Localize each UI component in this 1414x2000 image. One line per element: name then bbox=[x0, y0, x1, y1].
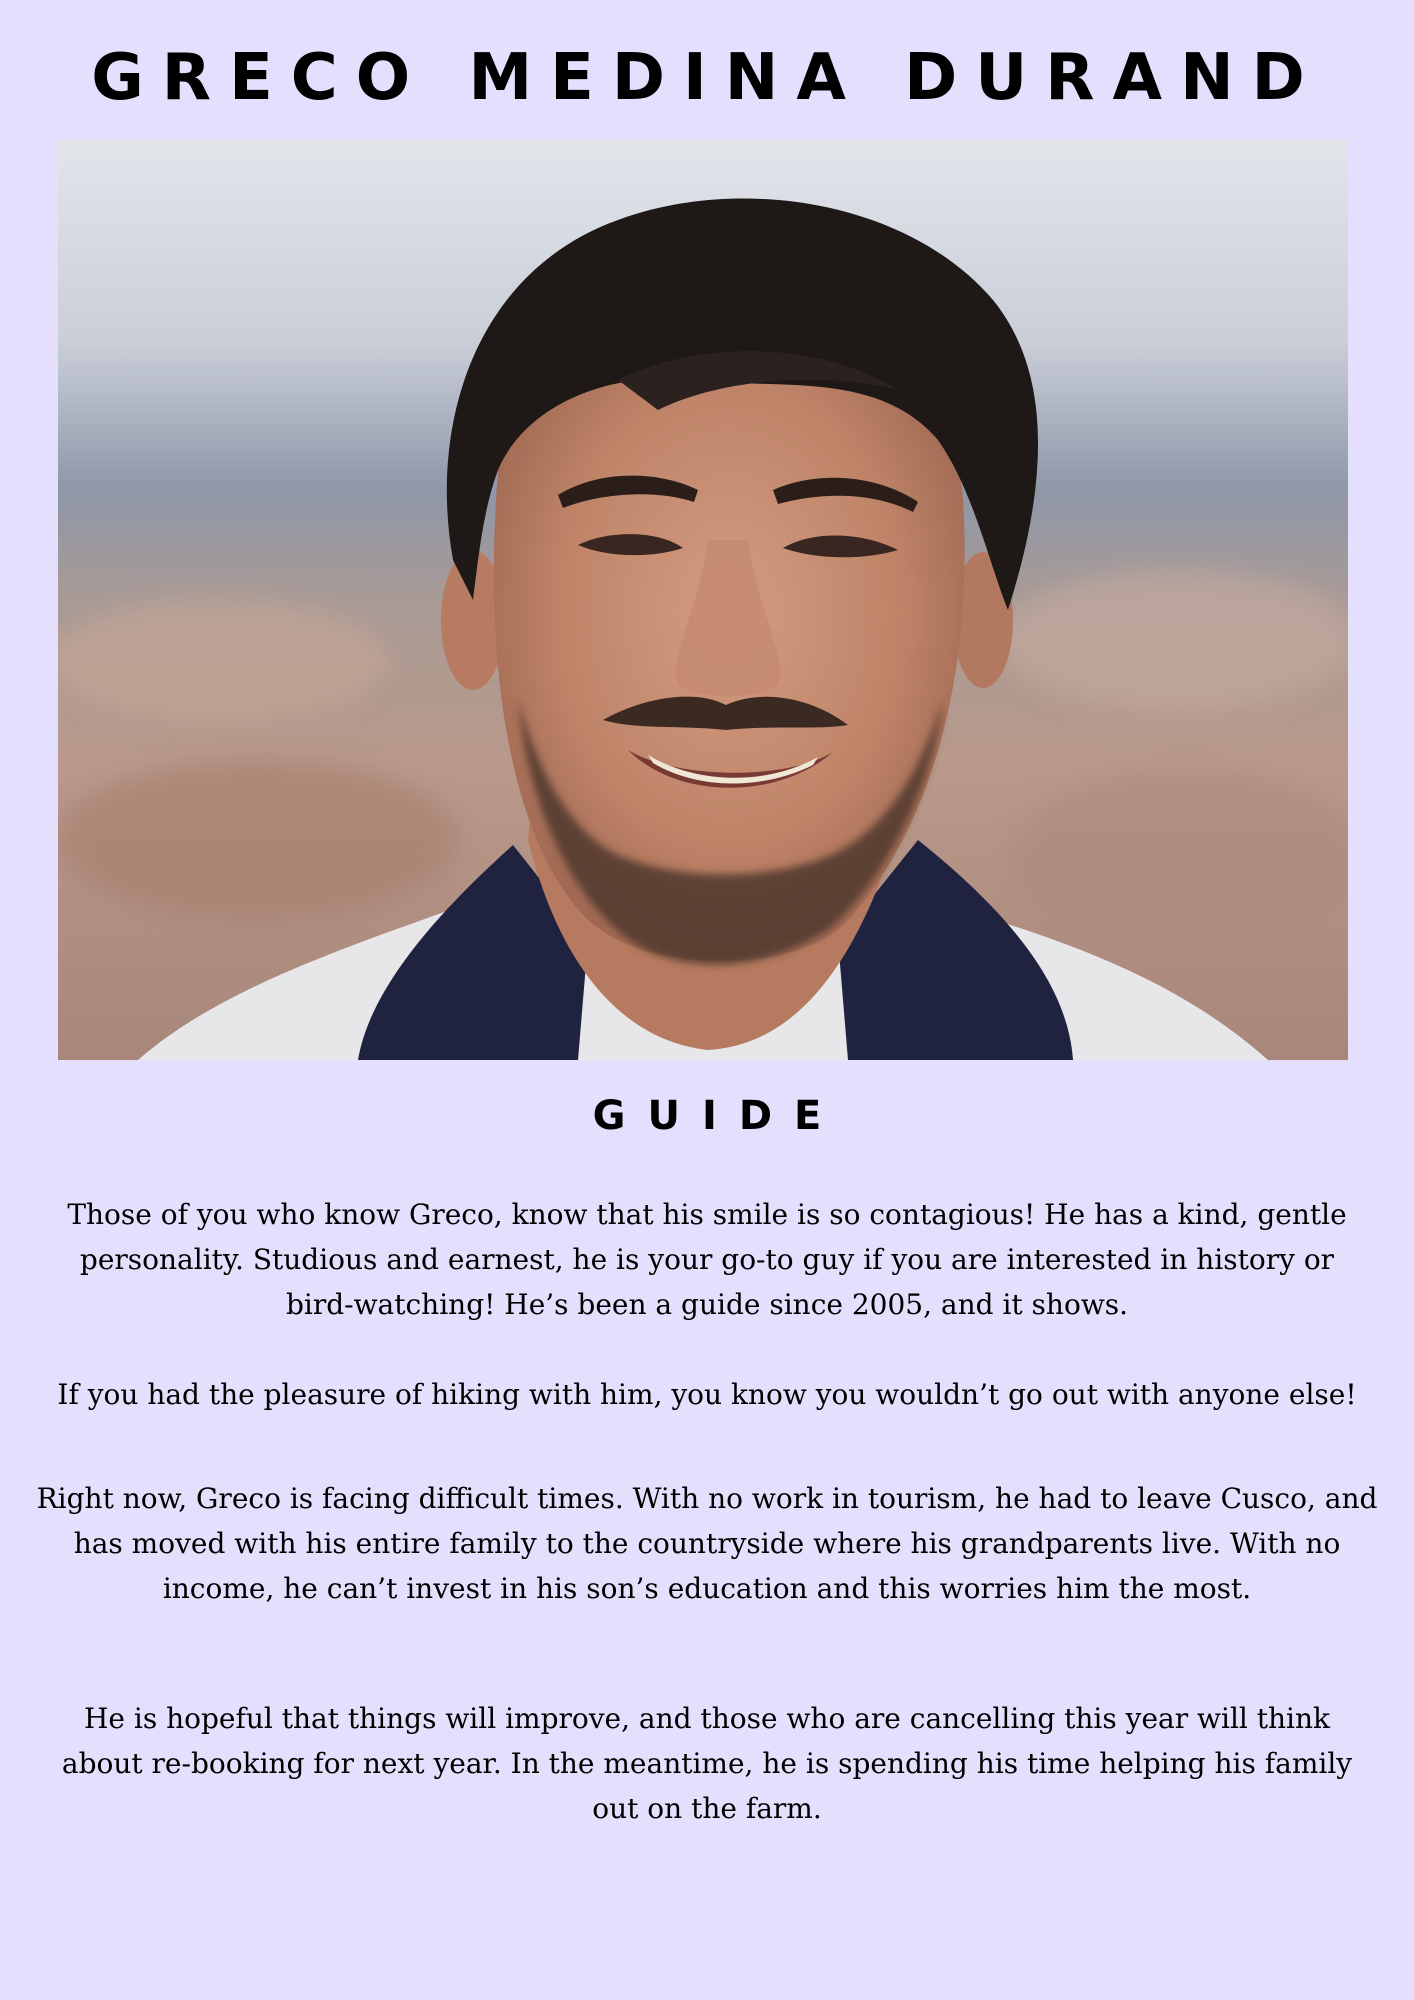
bio-paragraph-hope: He is hopeful that things will improve, and those who are cancelling this year will think about re-booking for next year. In the meantime, he is spending his time helping his family out on the farm. bbox=[61, 1702, 1353, 1825]
bio-paragraph-situation: Right now, Greco is facing difficult times. With no work in tourism, he had to leave Cusco, and has moved with his entire family to the countryside where his grandparents live. With no income, he can’t invest in his son’s education and this worries him the most. bbox=[36, 1482, 1378, 1605]
bio-paragraph-hiking: If you had the pleasure of hiking with him, you know you wouldn’t go out with anyone else! bbox=[57, 1378, 1357, 1411]
bio-paragraph-intro: Those of you who know Greco, know that his smile is so contagious! He has a kind, gentle personality. Studious and earnest, he is your go-to guy if you are interested in history or bird-watching! He’s been a guide since 2005, and it shows. bbox=[67, 1198, 1347, 1321]
guide-name-title: GRECO MEDINA DURAND bbox=[91, 41, 1323, 115]
guide-role-heading: GUIDE bbox=[592, 1093, 844, 1139]
guide-portrait-photo bbox=[58, 140, 1348, 1060]
